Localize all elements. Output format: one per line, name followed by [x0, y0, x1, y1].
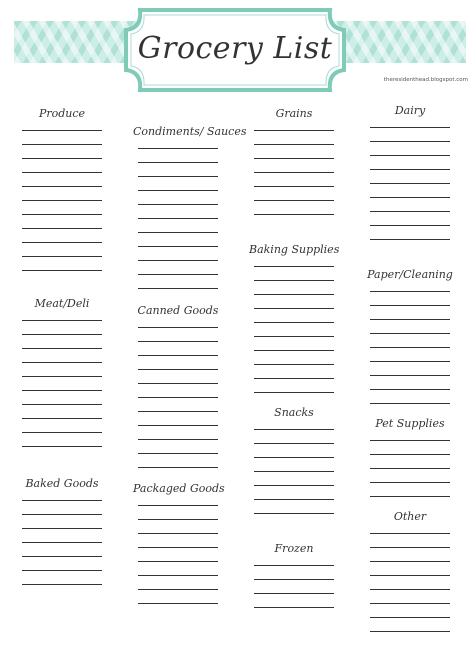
- write-line[interactable]: [254, 214, 334, 215]
- section-baking-supplies: [249, 243, 339, 406]
- write-line[interactable]: [254, 429, 334, 430]
- write-line[interactable]: [138, 218, 218, 219]
- write-line[interactable]: [138, 519, 218, 520]
- write-line[interactable]: [138, 547, 218, 548]
- write-line[interactable]: [370, 239, 450, 240]
- write-line[interactable]: [22, 570, 102, 571]
- section-canned-goods: [133, 304, 223, 481]
- section-title-pet-supplies: Pet Supplies: [375, 417, 445, 430]
- write-line[interactable]: [22, 130, 102, 131]
- write-line[interactable]: [370, 547, 450, 548]
- write-line[interactable]: [370, 169, 450, 170]
- write-line[interactable]: [370, 319, 450, 320]
- write-line[interactable]: [370, 468, 450, 469]
- write-line[interactable]: [370, 155, 450, 156]
- section-title-other: Other: [393, 510, 427, 523]
- write-line[interactable]: [370, 603, 450, 604]
- write-line[interactable]: [254, 172, 334, 173]
- write-line[interactable]: [370, 347, 450, 348]
- write-line[interactable]: [138, 246, 218, 247]
- write-line[interactable]: [254, 336, 334, 337]
- write-line[interactable]: [254, 266, 334, 267]
- section-pet-supplies: [365, 417, 455, 510]
- write-line[interactable]: [370, 561, 450, 562]
- write-line[interactable]: [22, 404, 102, 405]
- title-plaque: [122, 4, 348, 96]
- write-line[interactable]: [138, 327, 218, 328]
- section-paper-cleaning: [365, 268, 455, 417]
- section-title-grains: Grains: [275, 107, 313, 120]
- write-line[interactable]: [22, 214, 102, 215]
- write-line[interactable]: [22, 556, 102, 557]
- write-line[interactable]: [138, 383, 218, 384]
- section-meat-deli: [17, 297, 107, 460]
- write-line[interactable]: [370, 403, 450, 404]
- write-line[interactable]: [22, 186, 102, 187]
- write-line[interactable]: [138, 505, 218, 506]
- write-line[interactable]: [22, 348, 102, 349]
- write-line[interactable]: [22, 320, 102, 321]
- section-packaged-goods: [133, 482, 223, 617]
- write-line[interactable]: [138, 561, 218, 562]
- page-title: Grocery List: [137, 31, 333, 66]
- section-title-dairy: Dairy: [394, 104, 426, 117]
- write-line[interactable]: [138, 341, 218, 342]
- section-title-condiments-sauces: Condiments/ Sauces: [133, 125, 247, 138]
- write-line[interactable]: [254, 499, 334, 500]
- write-line[interactable]: [370, 575, 450, 576]
- write-line[interactable]: [138, 589, 218, 590]
- section-condiments-sauces: [133, 125, 247, 302]
- write-line[interactable]: [254, 200, 334, 201]
- write-line[interactable]: [138, 397, 218, 398]
- write-line[interactable]: [370, 333, 450, 334]
- write-line[interactable]: [138, 148, 218, 149]
- write-line[interactable]: [254, 294, 334, 295]
- write-line[interactable]: [370, 631, 450, 632]
- write-line[interactable]: [370, 183, 450, 184]
- write-line[interactable]: [370, 454, 450, 455]
- section-title-canned-goods: Canned Goods: [137, 304, 219, 317]
- section-title-produce: Produce: [38, 107, 86, 120]
- write-line[interactable]: [254, 280, 334, 281]
- section-snacks: [249, 406, 339, 527]
- section-baked-goods: [17, 477, 107, 598]
- write-line[interactable]: [22, 256, 102, 257]
- write-line[interactable]: [22, 242, 102, 243]
- section-title-baked-goods: Baked Goods: [25, 477, 99, 490]
- write-line[interactable]: [370, 440, 450, 441]
- write-line[interactable]: [138, 162, 218, 163]
- write-line[interactable]: [22, 446, 102, 447]
- section-produce: [17, 107, 107, 284]
- write-line[interactable]: [22, 376, 102, 377]
- write-line[interactable]: [138, 439, 218, 440]
- section-other: [365, 510, 455, 645]
- write-line[interactable]: [138, 288, 218, 289]
- write-line[interactable]: [254, 364, 334, 365]
- write-line[interactable]: [254, 443, 334, 444]
- write-line[interactable]: [254, 485, 334, 486]
- write-line[interactable]: [254, 350, 334, 351]
- write-line[interactable]: [138, 369, 218, 370]
- write-line[interactable]: [22, 172, 102, 173]
- write-line[interactable]: [22, 158, 102, 159]
- section-frozen: [249, 542, 339, 621]
- write-line[interactable]: [22, 432, 102, 433]
- section-dairy: [365, 104, 455, 253]
- write-line[interactable]: [138, 603, 218, 604]
- write-line[interactable]: [254, 607, 334, 608]
- write-line[interactable]: [254, 158, 334, 159]
- write-line[interactable]: [370, 375, 450, 376]
- write-line[interactable]: [370, 389, 450, 390]
- write-line[interactable]: [370, 211, 450, 212]
- write-line[interactable]: [138, 575, 218, 576]
- write-line[interactable]: [138, 204, 218, 205]
- write-line[interactable]: [138, 176, 218, 177]
- section-title-paper-cleaning: Paper/Cleaning: [367, 268, 453, 281]
- write-line[interactable]: [22, 144, 102, 145]
- section-title-packaged-goods: Packaged Goods: [133, 482, 225, 495]
- write-line[interactable]: [22, 542, 102, 543]
- write-line[interactable]: [370, 197, 450, 198]
- write-line[interactable]: [254, 130, 334, 131]
- write-line[interactable]: [138, 533, 218, 534]
- write-line[interactable]: [22, 584, 102, 585]
- write-line[interactable]: [22, 418, 102, 419]
- write-line[interactable]: [22, 514, 102, 515]
- write-line[interactable]: [138, 274, 218, 275]
- section-title-snacks: Snacks: [274, 406, 314, 419]
- write-line[interactable]: [254, 565, 334, 566]
- write-line[interactable]: [254, 579, 334, 580]
- section-title-meat-deli: Meat/Deli: [34, 297, 90, 310]
- section-grains: [249, 107, 339, 228]
- write-line[interactable]: [22, 390, 102, 391]
- write-line[interactable]: [138, 355, 218, 356]
- write-line[interactable]: [22, 270, 102, 271]
- write-line[interactable]: [254, 513, 334, 514]
- write-line[interactable]: [138, 411, 218, 412]
- write-line[interactable]: [370, 361, 450, 362]
- write-line[interactable]: [254, 392, 334, 393]
- write-line[interactable]: [138, 232, 218, 233]
- write-line[interactable]: [22, 334, 102, 335]
- write-line[interactable]: [370, 617, 450, 618]
- write-line[interactable]: [370, 291, 450, 292]
- write-line[interactable]: [370, 305, 450, 306]
- write-line[interactable]: [138, 467, 218, 468]
- write-line[interactable]: [370, 141, 450, 142]
- write-line[interactable]: [254, 186, 334, 187]
- write-line[interactable]: [22, 362, 102, 363]
- write-line[interactable]: [370, 533, 450, 534]
- write-line[interactable]: [22, 500, 102, 501]
- source-url: theresidenthead.blogspot.com: [383, 77, 468, 83]
- write-line[interactable]: [138, 260, 218, 261]
- write-line[interactable]: [138, 425, 218, 426]
- write-line[interactable]: [370, 496, 450, 497]
- write-line[interactable]: [254, 378, 334, 379]
- section-title-frozen: Frozen: [274, 542, 314, 555]
- write-line[interactable]: [370, 127, 450, 128]
- write-line[interactable]: [370, 589, 450, 590]
- write-line[interactable]: [138, 453, 218, 454]
- write-line[interactable]: [22, 200, 102, 201]
- write-line[interactable]: [254, 144, 334, 145]
- write-line[interactable]: [254, 322, 334, 323]
- write-line[interactable]: [370, 482, 450, 483]
- write-line[interactable]: [138, 190, 218, 191]
- write-line[interactable]: [22, 228, 102, 229]
- write-line[interactable]: [370, 225, 450, 226]
- write-line[interactable]: [254, 471, 334, 472]
- write-line[interactable]: [254, 308, 334, 309]
- write-line[interactable]: [254, 593, 334, 594]
- write-line[interactable]: [22, 528, 102, 529]
- section-title-baking-supplies: Baking Supplies: [249, 243, 340, 256]
- write-line[interactable]: [254, 457, 334, 458]
